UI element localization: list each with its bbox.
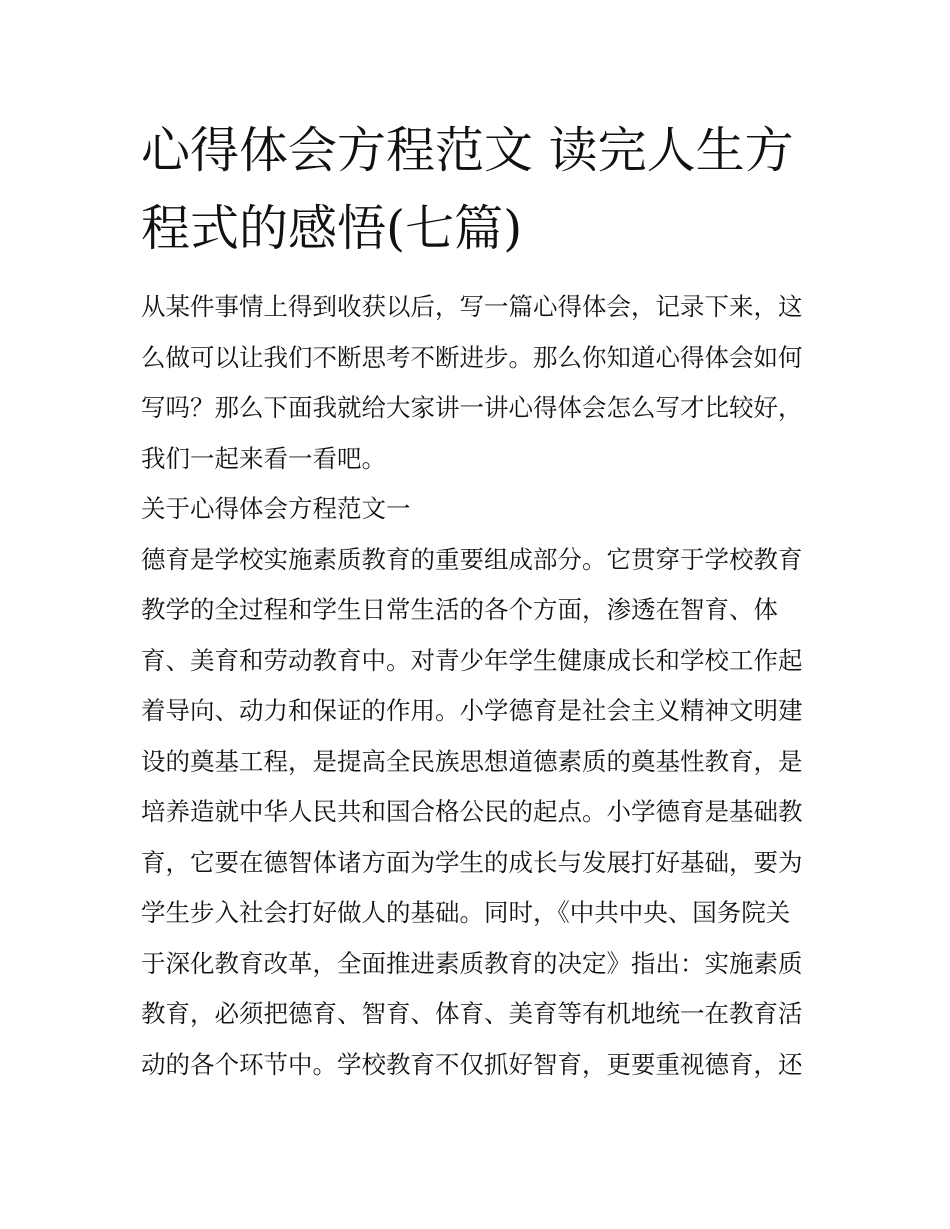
body-line: 于深化教育改革，全面推进素质教育的决定》指出：实施素质 — [141, 948, 803, 978]
title-line: 心得体会方程范文 读完人生方 — [141, 122, 794, 179]
intro-line: 我们一起来看一看吧。 — [141, 443, 386, 473]
body-line: 着导向、动力和保证的作用。小学德育是社会主义精神文明建 — [141, 696, 803, 725]
intro-paragraph — [141, 282, 813, 484]
body-line: 育，它要在德智体诸方面为学生的成长与发展打好基础，要为 — [141, 847, 803, 877]
body-line: 教育，必须把德育、智育、体育、美育等有机地统一在教育活 — [141, 999, 803, 1028]
body-line: 德育是学校实施素质教育的重要组成部分。它贯穿于学校教育 — [141, 544, 803, 574]
body-line: 教学的全过程和学生日常生活的各个方面，渗透在智育、体 — [141, 595, 778, 624]
body-line: 动的各个环节中。学校教育不仅抓好智育，更要重视德育，还 — [141, 1049, 803, 1079]
section-heading: 关于心得体会方程范文一 — [141, 494, 411, 523]
document-page — [141, 112, 813, 1090]
intro-line: 写吗？那么下面我就给大家讲一讲心得体会怎么写才比较好， — [141, 393, 803, 422]
body-line: 育、美育和劳动教育中。对青少年学生健康成长和学校工作起 — [141, 645, 803, 675]
body-line: 设的奠基工程，是提高全民族思想道德素质的奠基性教育，是 — [141, 746, 803, 776]
intro-line: 从某件事情上得到收获以后，写一篇心得体会，记录下来，这 — [141, 292, 803, 321]
intro-line: 么做可以让我们不断思考不断进步。那么你知道心得体会如何 — [141, 342, 803, 372]
title-line: 程式的感悟(七篇) — [141, 200, 523, 257]
body-line: 学生步入社会打好做人的基础。同时，《中共中央、国务院关 — [141, 898, 791, 927]
body-line: 培养造就中华人民共和国合格公民的起点。小学德育是基础教 — [141, 797, 803, 826]
document-title — [141, 112, 813, 268]
body-paragraph — [141, 535, 813, 1091]
